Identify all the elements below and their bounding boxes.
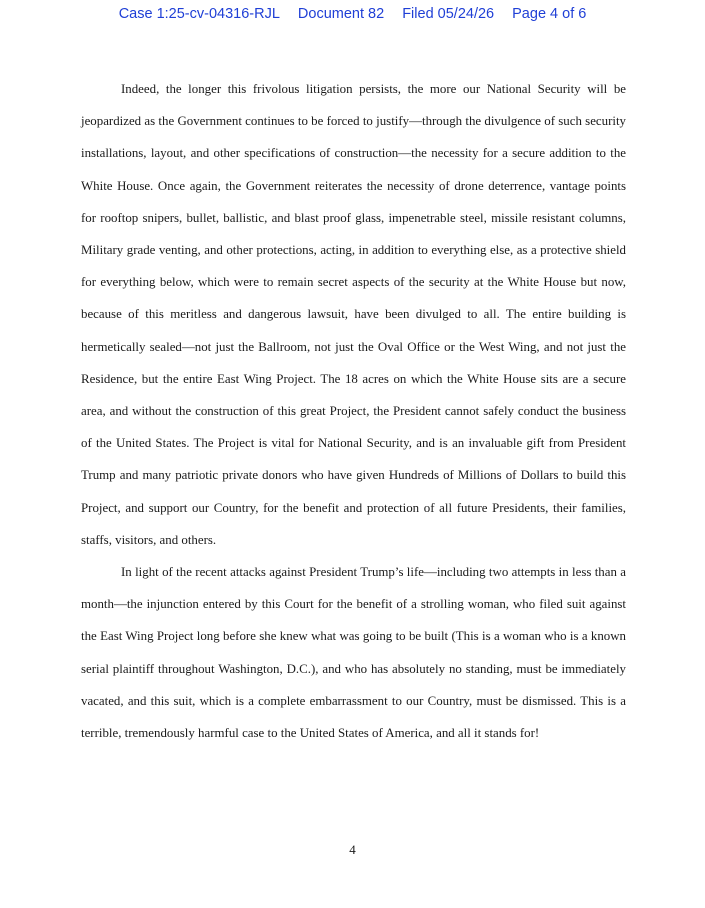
filed-date: Filed 05/24/26 xyxy=(402,6,495,22)
ecf-header xyxy=(0,6,705,22)
document-body xyxy=(81,73,626,749)
case-number: Case 1:25-cv-04316-RJL xyxy=(118,6,280,22)
paragraph-1: Indeed, the longer this frivolous litigation persists, the more our National Security will be jeopardized as the Government continues to be forced to justify—through the divulgence of such security installations, layout, and other specifications of construction—the necessity for a secure addition to the White House. Once again, the Government reiterates the necessity of drone deterrence, vantage points for rooftop snipers, bullet, ballistic, and blast proof glass, impenetrable steel, missile resistant columns, Military grade venting, and other protections, acting, in addition to everything else, as a protective shield for everything below, which were to remain secret aspects of the security at the White House but now, because of this meritless and dangerous lawsuit, have been divulged to all. The entire building is hermetically sealed—not just the Ballroom, not just the Oval Office or the West Wing, and not just the Residence, but the entire East Wing Project. The 18 acres on which the White House sits are a secure area, and without the construction of this great Project, the President cannot safely conduct the business of the United States. The Project is vital for National Security, and is an invaluable gift from President Trump and many patriotic private donors who have given Hundreds of Millions of Dollars to build this Project, and support our Country, for the benefit and protection of all future Presidents, their families, staffs, visitors, and others. xyxy=(81,82,626,547)
page-number: 4 xyxy=(349,842,356,857)
page-indicator: Page 4 of 6 xyxy=(512,6,587,22)
paragraph-2: In light of the recent attacks against President Trump’s life—including two attempts in less than a month—the injunction entered by this Court for the benefit of a strolling woman, who filed suit against the East Wing Project long before she knew what was going to be built (This is a woman who is a known serial plaintiff throughout Washington, D.C.), and who has absolutely no standing, must be immediately vacated, and this suit, which is a complete embarrassment to our Country, must be dismissed. This is a terrible, tremendously harmful case to the United States of America, and all it stands for! xyxy=(81,565,626,741)
document-number: Document 82 xyxy=(297,6,385,22)
